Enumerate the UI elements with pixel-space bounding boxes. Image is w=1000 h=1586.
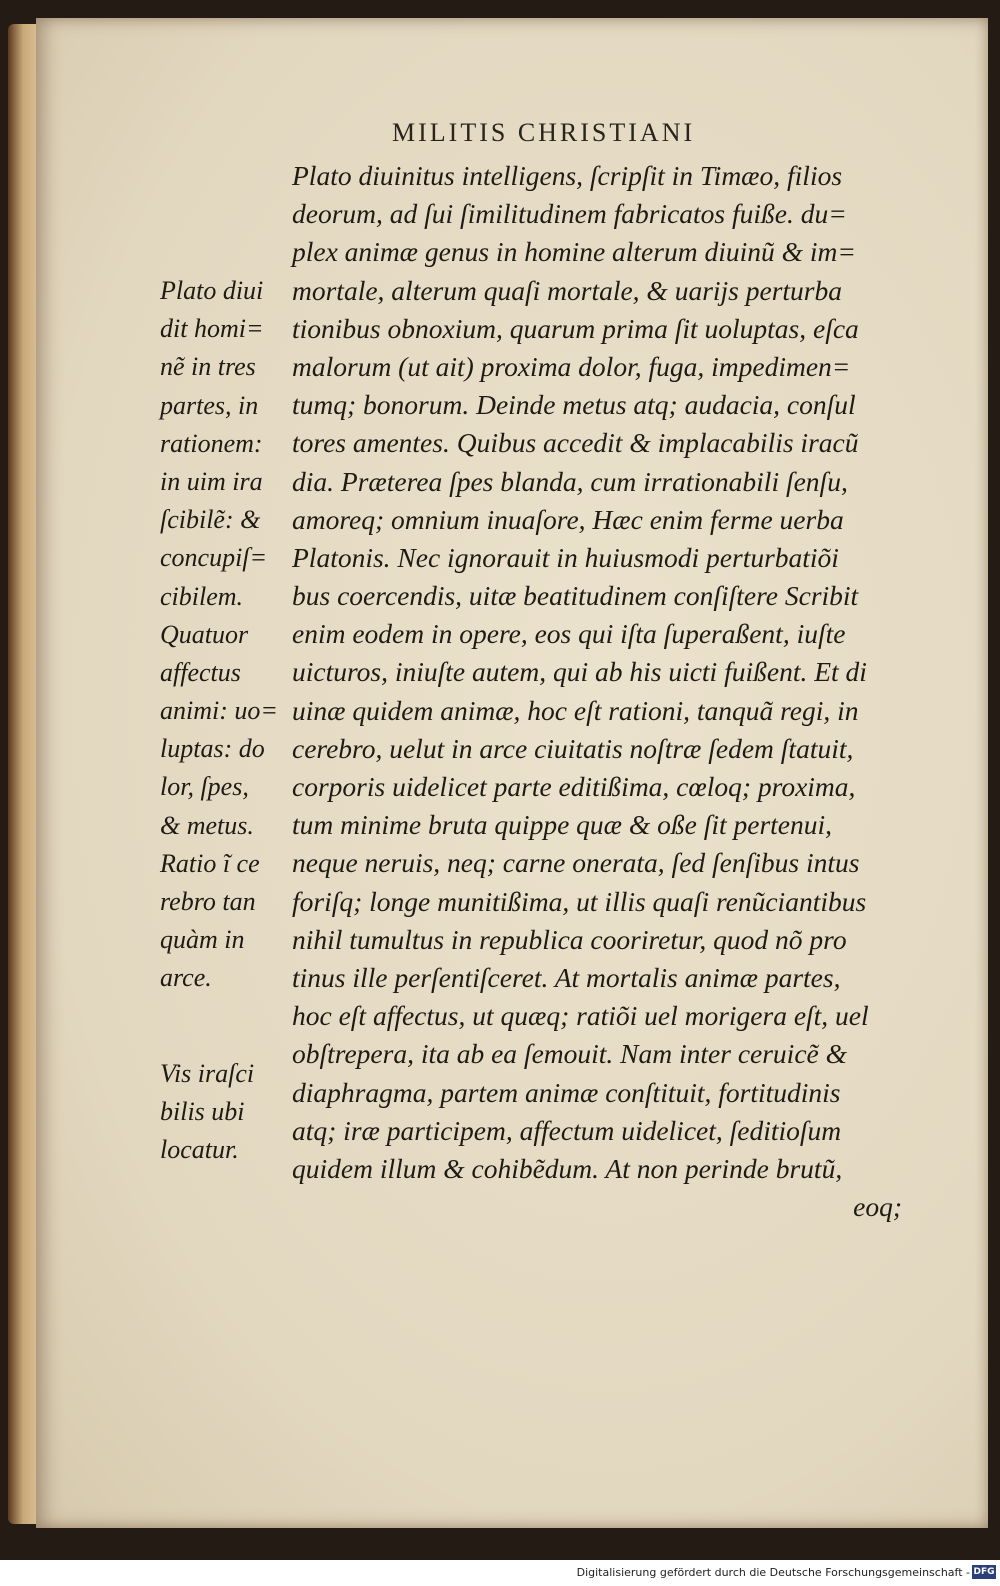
- text-line: obſtrepera, ita ab ea ſemouit. Nam inter ceruicẽ &: [292, 1038, 847, 1070]
- margin-note-line: lor, ſpes,: [160, 772, 249, 802]
- margin-note-line: cibilem.: [160, 581, 244, 611]
- text-line: Plato diuinitus intelligens, ſcripſit in Timæo, filios: [292, 160, 843, 191]
- margin-note-line: arce.: [160, 963, 212, 993]
- margin-note-line: in uim ira: [160, 466, 263, 496]
- margin-note-line: locatur.: [160, 1135, 239, 1165]
- text-line: eoq;: [853, 1191, 902, 1223]
- text-line: tum minime bruta quippe quæ & oße ſit pertenui,: [292, 809, 833, 841]
- text-line: uinæ quidem animæ, hoc eſt rationi, tanquã regi, in: [292, 694, 859, 726]
- margin-note-line: Plato diui: [160, 276, 264, 305]
- text-line: mortale, alterum quaſi mortale, & uarijs perturba: [292, 274, 842, 306]
- margin-note-line: concupiſ=: [160, 543, 268, 573]
- text-line: hoc eſt affectus, ut quæq; ratiõi uel morigera eſt, uel: [292, 1000, 869, 1032]
- text-line: quidem illum & cohibẽdum. At non perinde brutũ,: [292, 1152, 843, 1184]
- text-line: atq; iræ participem, affectum uidelicet, ſeditioſum: [292, 1114, 842, 1146]
- marginal-notes: [160, 272, 292, 998]
- funding-credit: Digitalisierung gefördert durch die Deutsche Forschungsgemeinschaft -: [576, 1566, 970, 1579]
- running-header: MILITIS CHRISTIANI: [392, 118, 696, 147]
- margin-note-line: bilis ubi: [160, 1097, 245, 1127]
- margin-note-line: luptas: do: [160, 734, 265, 764]
- main-text-block: [292, 157, 912, 1226]
- margin-note-line: Quatuor: [160, 619, 249, 649]
- text-line: nihil tumultus in republica cooriretur, quod nõ pro: [292, 923, 847, 955]
- text-line: tumq; bonorum. Deinde metus atq; audacia, conſul: [292, 389, 856, 421]
- margin-note-line: ſcibilẽ: &: [160, 505, 261, 535]
- text-line: tores amentes. Quibus accedit & implacabilis iracũ: [292, 427, 859, 459]
- margin-note-line: nẽ in tres: [160, 352, 256, 382]
- text-line: uicturos, iniuſte autem, qui ab his uicti fuißent. Et di: [292, 656, 867, 688]
- marginal-notes-lower: [160, 1055, 292, 1170]
- margin-note-line: rationem:: [160, 428, 263, 458]
- dfg-logo: DFG: [973, 1567, 995, 1577]
- text-line: tionibus obnoxium, quarum prima ſit uoluptas, eſca: [292, 312, 859, 344]
- text-line: neque neruis, neq; carne onerata, ſed ſenſibus intus: [292, 847, 860, 879]
- text-line: plex animæ genus in homine alterum diuinũ & im=: [292, 236, 856, 268]
- margin-note-line: & metus.: [160, 810, 254, 840]
- text-line: bus coercendis, uitæ beatitudinem conſiſtere Scribit: [292, 580, 859, 612]
- text-line: tinus ille perſentiſceret. At mortalis animæ partes,: [292, 961, 841, 993]
- margin-note-line: affectus: [160, 657, 241, 687]
- margin-note-line: dit homi=: [160, 314, 264, 344]
- text-line: amoreq; omnium inuaſore, Hæc enim ferme uerba: [292, 503, 844, 535]
- text-line: Platonis. Nec ignorauit in huiusmodi perturbatiõi: [292, 541, 839, 573]
- text-line: deorum, ad ſui ſimilitudinem fabricatos fuiße. du=: [292, 198, 847, 230]
- margin-note-line: partes, in: [160, 390, 259, 420]
- text-line: malorum (ut ait) proxima dolor, fuga, impedimen=: [292, 350, 851, 382]
- text-line: foriſq; longe munitißima, ut illis quaſi renũciantibus: [292, 885, 867, 917]
- margin-note-line: animi: uo=: [160, 696, 278, 726]
- margin-note-line: Vis iraſci: [160, 1059, 255, 1088]
- text-line: enim eodem in opere, eos qui iſta ſuperaßent, iuſte: [292, 618, 846, 650]
- text-line: cerebro, uelut in arce ciuitatis noſtræ ſedem ſtatuit,: [292, 732, 854, 764]
- margin-note-line: rebro tan: [160, 887, 256, 916]
- text-line: diaphragma, partem animæ conſtituit, fortitudinis: [292, 1076, 841, 1108]
- text-line: dia. Præterea ſpes blanda, cum irrationabili ſenſu,: [292, 465, 848, 497]
- margin-note-line: Ratio ĩ ce: [160, 848, 260, 878]
- margin-note-line: quàm in: [160, 925, 245, 955]
- text-line: corporis uidelicet parte editißima, cœloq; proxima,: [292, 771, 856, 802]
